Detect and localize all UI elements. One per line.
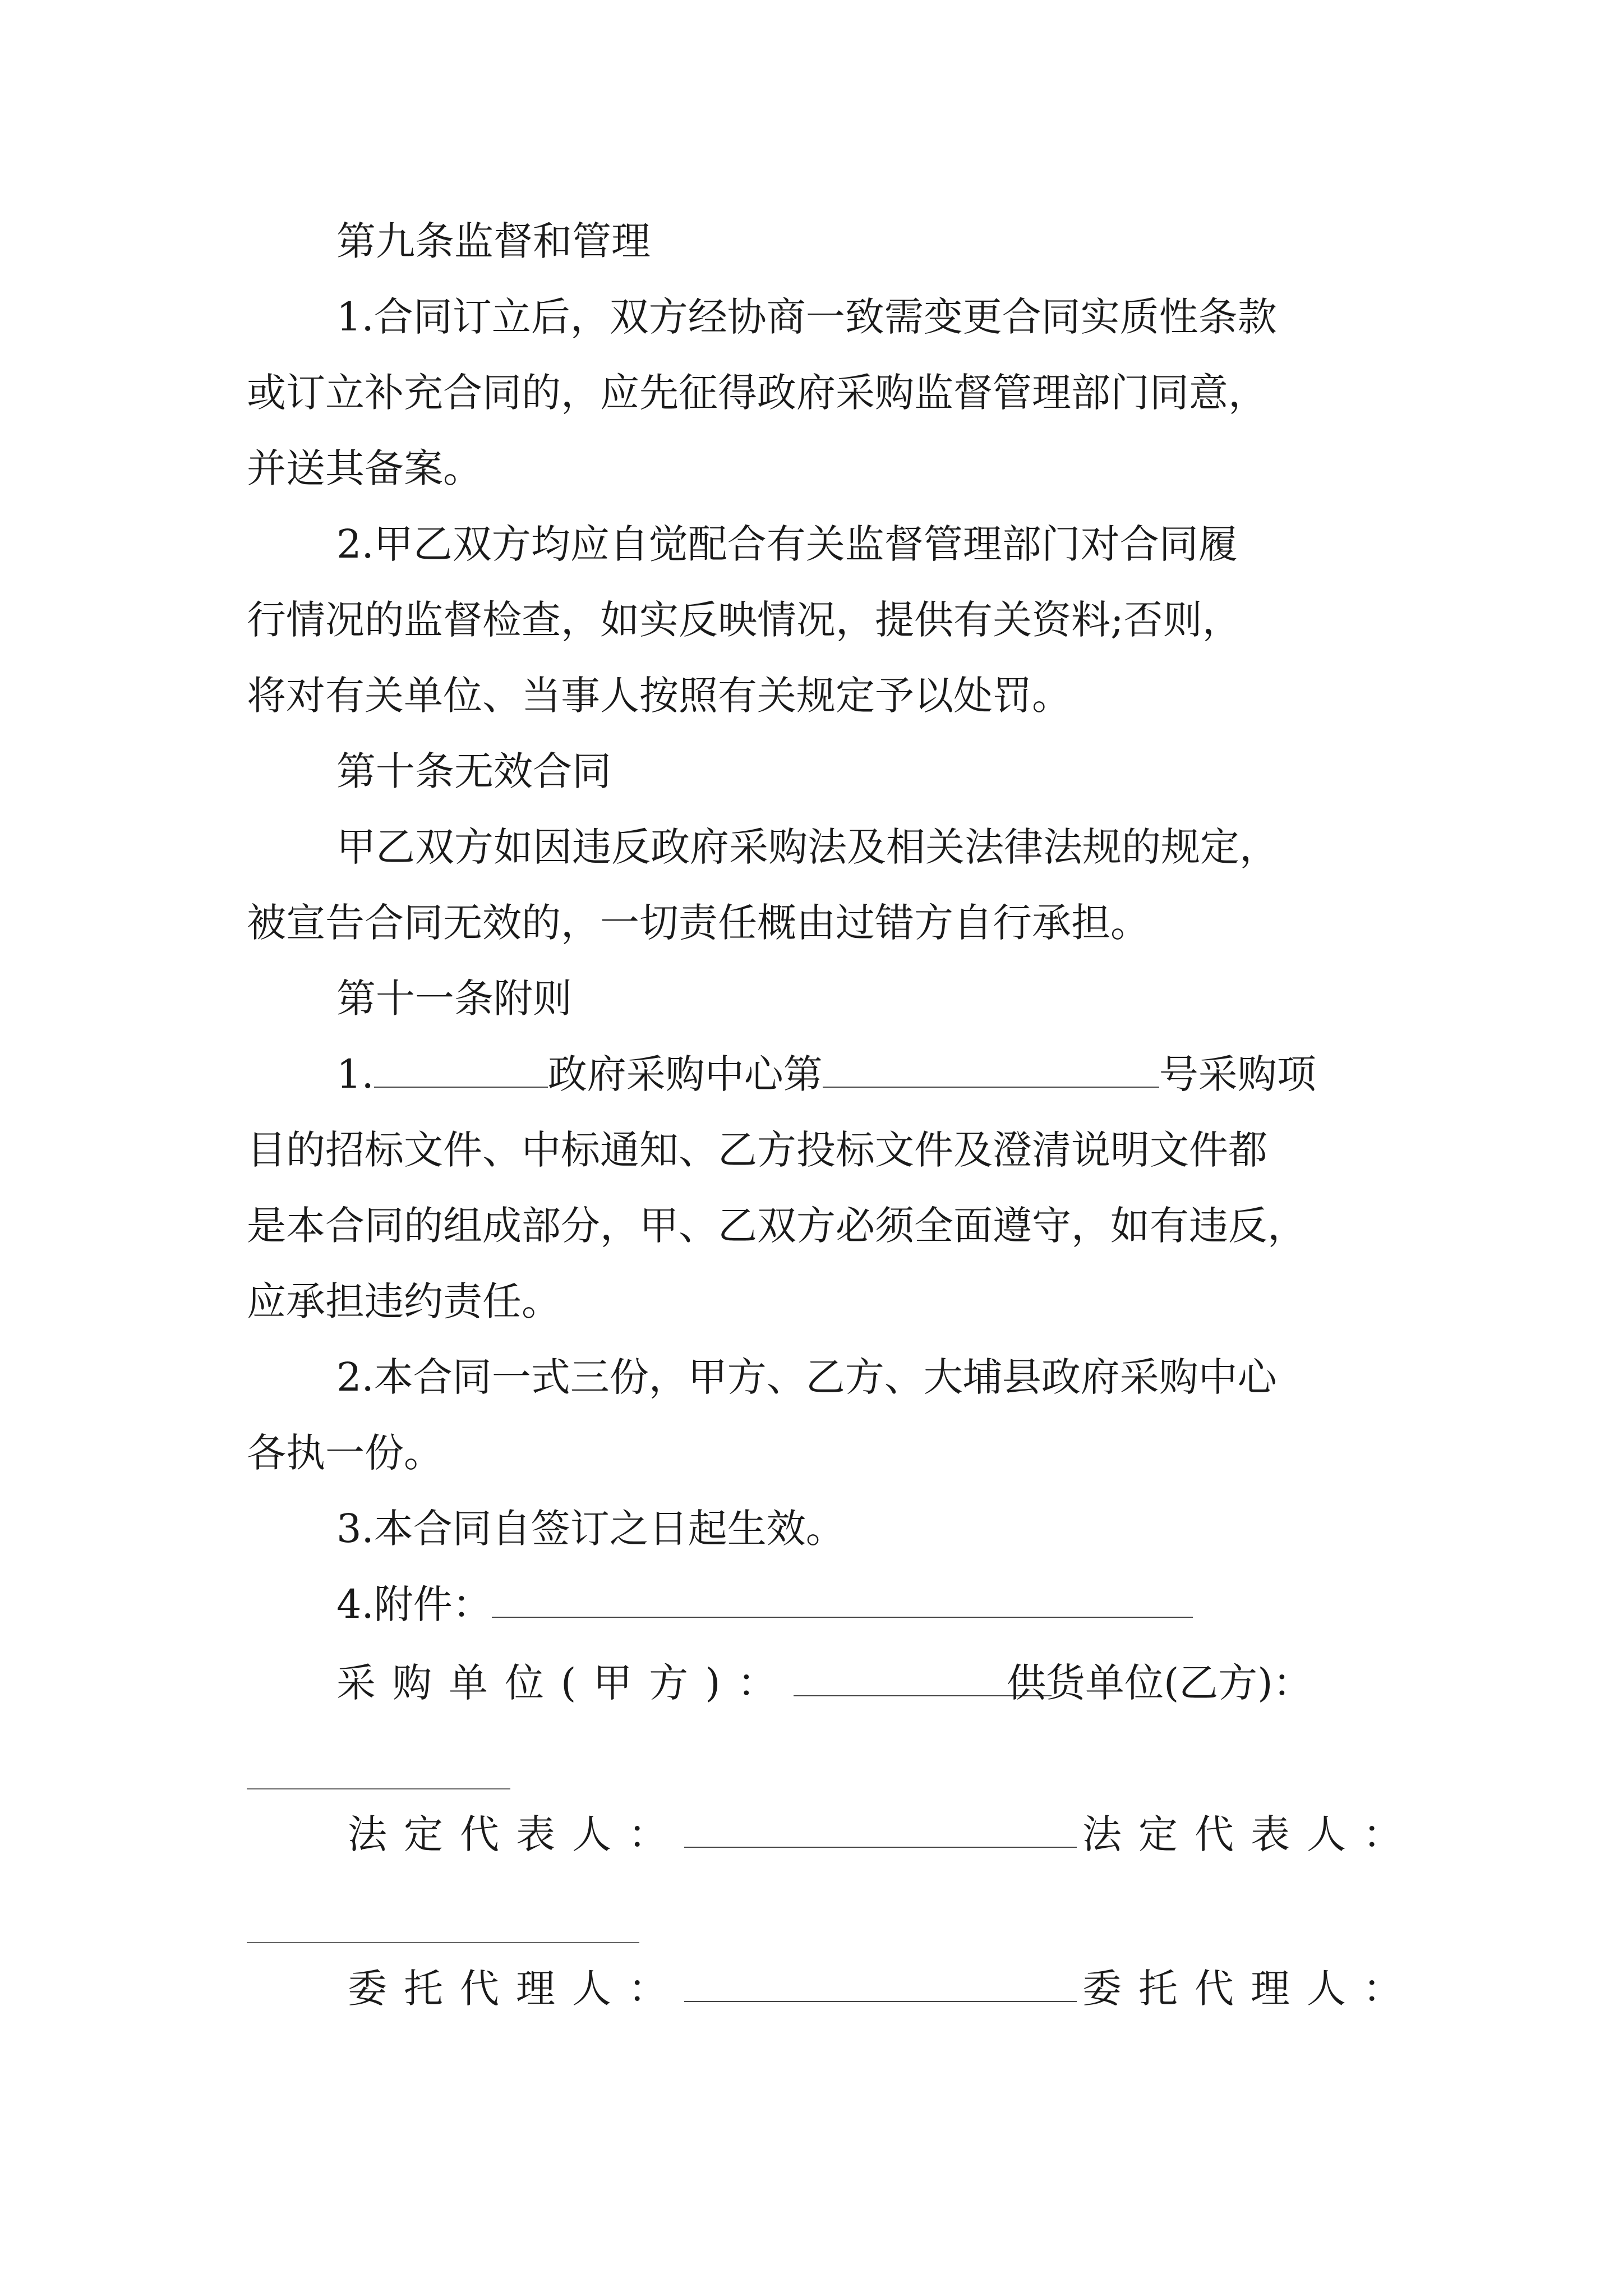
article9-item2-line2: 行情况的监督检查，如实反映情况，提供有关资料;否则， <box>247 597 1242 643</box>
attachment-label: 4.附件： <box>336 1581 492 1627</box>
article11-item2-line1: 2.本合同一式三份，甲方、乙方、大埔县政府采购中心 <box>336 1354 1277 1400</box>
article10-line2: 被宣告合同无效的，一切责任概由过错方自行承担。 <box>247 900 1150 946</box>
article9-item1-line2: 或订立补充合同的，应先征得政府采购监督管理部门同意， <box>247 370 1267 416</box>
article11-item1-suffix: 号采购项 <box>1159 1051 1316 1097</box>
article11-heading: 第十一条附则 <box>336 976 572 1022</box>
article10-heading: 第十条无效合同 <box>336 748 611 794</box>
article11-item1-prefix: 1. <box>336 1051 374 1097</box>
article11-item1-line2: 目的招标文件、中标通知、乙方投标文件及澄清说明文件都 <box>247 1127 1267 1173</box>
agent-row <box>348 1963 1077 2014</box>
article11-item3: 3.本合同自签订之日起生效。 <box>336 1506 845 1552</box>
buyer-label: 采购单位(甲方)： <box>336 1660 794 1706</box>
legal-rep-row <box>348 1809 1077 1860</box>
article9-item2-line1: 2.甲乙双方均应自觉配合有关监督管理部门对合同履 <box>336 521 1238 567</box>
agent-label-right: 委托代理人： <box>1082 1966 1419 2012</box>
center-name-blank[interactable] <box>374 1052 548 1088</box>
legal-rep-blank-right[interactable] <box>247 1942 639 1943</box>
agent-label: 委托代理人： <box>348 1966 684 2012</box>
article11-item4 <box>336 1579 1193 1630</box>
article11-item1-middle: 政府采购中心第 <box>547 1051 823 1097</box>
buyer-row <box>336 1658 1052 1708</box>
attachment-blank[interactable] <box>492 1582 1193 1618</box>
legal-rep-label: 法定代表人： <box>348 1811 684 1857</box>
article9-item1-line3: 并送其备案。 <box>247 445 482 491</box>
article11-item1-line3: 是本合同的组成部分，甲、乙双方必须全面遵守，如有违反， <box>247 1203 1307 1249</box>
article10-line1: 甲乙双方如因违反政府采购法及相关法律法规的规定， <box>336 824 1279 870</box>
project-number-blank[interactable] <box>823 1052 1159 1088</box>
legal-rep-label-right: 法定代表人： <box>1082 1811 1419 1857</box>
article9-item2-line3: 将对有关单位、当事人按照有关规定予以处罚。 <box>247 673 1071 719</box>
article11-item1-line1 <box>336 1049 1316 1099</box>
agent-blank[interactable] <box>684 1966 1077 2002</box>
supplier-label: 供货单位(乙方)： <box>1007 1660 1312 1706</box>
article9-item1-line1: 1.合同订立后，双方经协商一致需变更合同实质性条款 <box>336 294 1277 340</box>
article11-item1-line4: 应承担违约责任。 <box>247 1278 561 1324</box>
supplier-blank[interactable] <box>247 1788 510 1789</box>
article11-item2-line2: 各执一份。 <box>247 1430 443 1476</box>
legal-rep-blank[interactable] <box>684 1812 1077 1848</box>
article9-heading: 第九条监督和管理 <box>336 218 651 264</box>
